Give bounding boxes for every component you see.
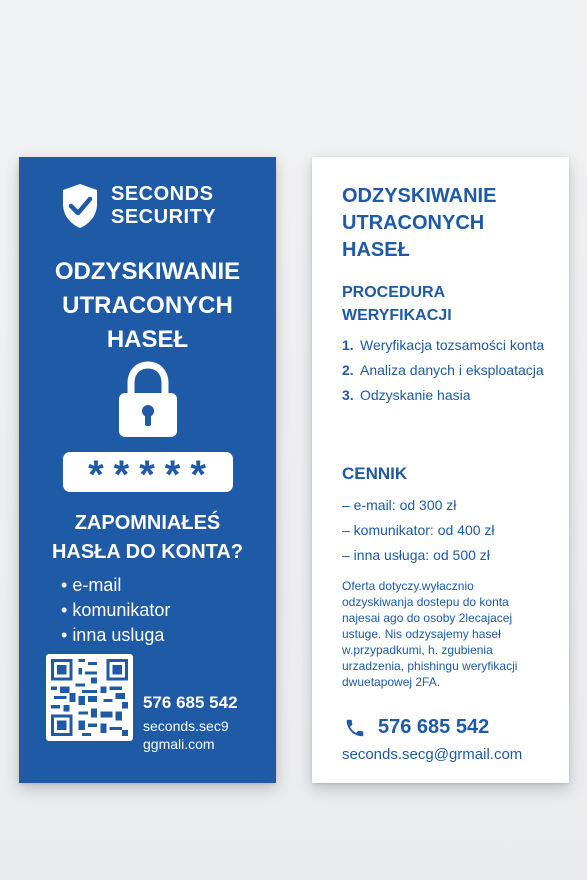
title-line-3: HASEŁ [342,239,410,261]
procedure-steps [342,336,557,411]
brand-logo [61,183,216,229]
email-line-2: ggmali.com [143,736,215,752]
question-line-2: HASŁA DO KONTA? [51,541,244,563]
brand-name-line1: SECONDS [111,183,214,205]
list-item: • e-mail [61,573,170,598]
procedure-heading [342,281,452,327]
title-line-3: HASEŁ [106,326,189,353]
phone-contact[interactable] [344,716,489,739]
email-address[interactable] [143,717,229,753]
step-text: Analiza danych i eksploatacja [360,362,544,378]
list-item [342,361,557,380]
question-line-1: ZAPOMNIAŁEŚ [74,512,221,534]
list-item: – komunikator: od 400 zł [342,522,495,538]
brand-name-line2: SECURITY [111,206,217,228]
procedure-line-2: WERYFIKACJI [342,307,452,324]
email-line-1: seconds.sec9 [143,718,229,734]
price-list [342,493,495,568]
list-item [342,386,557,405]
list-item: • komunikator [61,598,170,623]
flyer-title [19,255,276,357]
list-item: – inna usługa: od 500 zł [342,547,490,563]
title-line-1: ODZYSKIWANIE [342,185,497,207]
left-flyer [19,157,276,783]
list-item: • inna usluga [61,623,170,648]
right-flyer [312,157,569,783]
step-text: Weryfikacja tozsamości konta [360,337,545,353]
phone-icon [344,717,366,739]
forgot-password-question [19,509,276,567]
step-number: 1. [342,337,354,353]
pricing-heading: CENNIK [342,464,408,483]
channel-list [61,573,170,648]
offer-note: Oferta dotyczy.wyłacznio odzyskiwanja dostepu do konta najesai ago do osoby 2lecajacej ustuge. Nis odzysajemy haseł w.przypadkumi, h. zgubienia urzadzenia, phishingu weryfikacji dwuetapowej 2FA. [342,579,518,689]
step-number: 2. [342,362,354,378]
list-item: – e-mail: od 300 zł [342,497,457,513]
title-line-2: UTRACONYCH [342,212,485,234]
shield-check-icon [61,183,99,229]
qr-code[interactable] [46,654,133,741]
title-line-2: UTRACONYCH [62,292,233,319]
email-address[interactable]: seconds.secg@grmail.com [342,746,523,763]
title-line-1: ODZYSKIWANIE [54,258,241,285]
padlock-icon [117,361,179,439]
phone-number: 576 685 542 [378,716,490,738]
flyer-title [342,183,496,264]
password-mask-field: ***** [63,452,233,492]
list-item [342,336,557,355]
step-text: Odzyskanie hasia [360,387,471,403]
phone-number[interactable]: 576 685 542 [143,693,238,712]
step-number: 3. [342,387,354,403]
procedure-line-1: PROCEDURA [342,284,446,301]
qr-code-icon [51,659,128,736]
